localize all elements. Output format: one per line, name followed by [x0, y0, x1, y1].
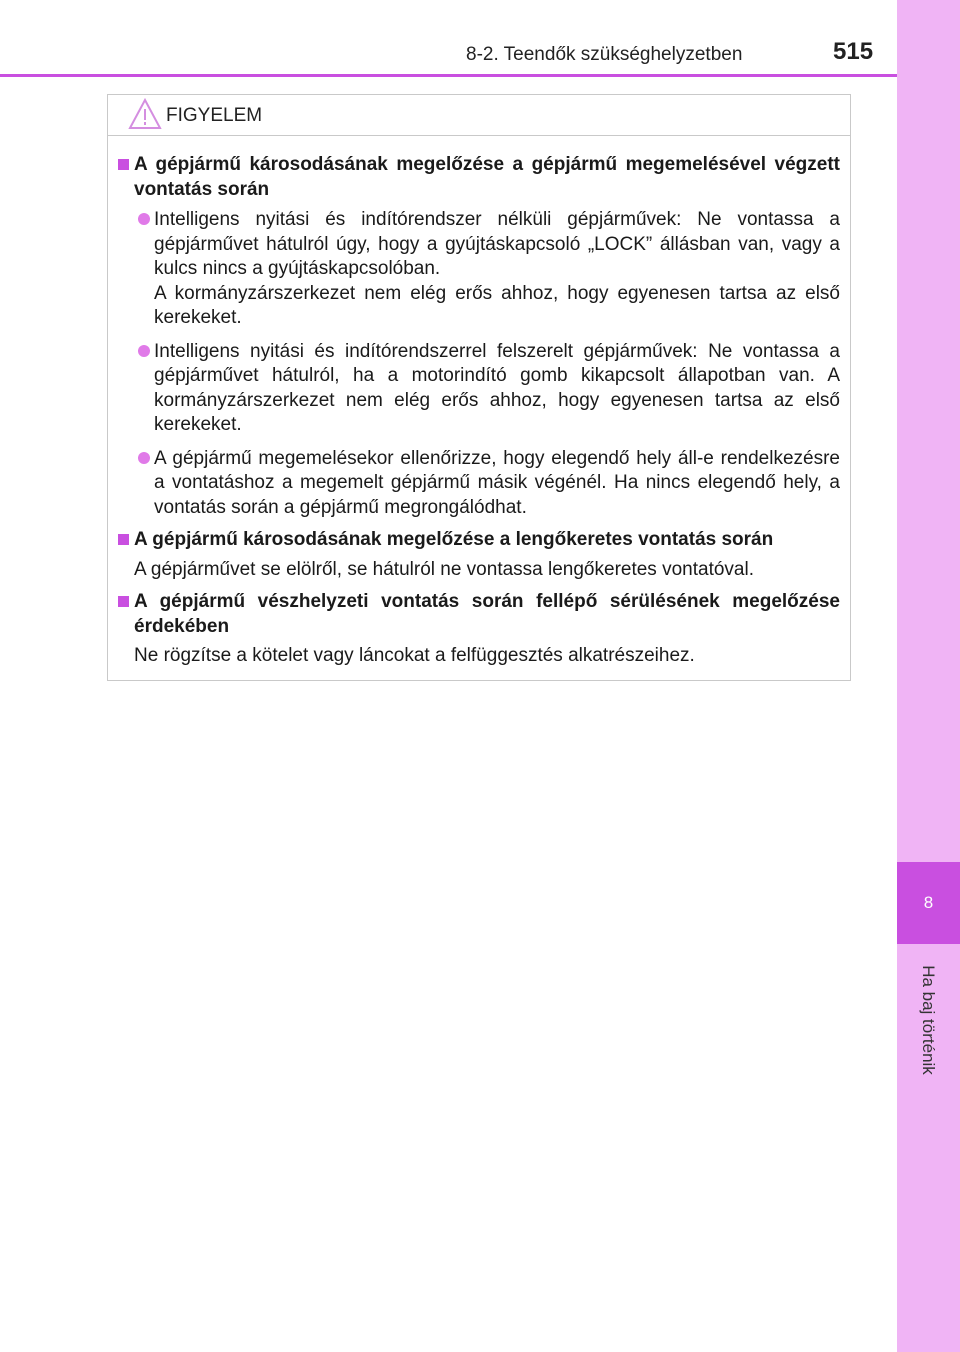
- warning-section: [118, 528, 840, 582]
- warning-section: [118, 590, 840, 669]
- section-title: 8-2. Teendők szükséghelyzetben: [466, 44, 743, 65]
- chapter-number-tab[interactable]: 8: [897, 862, 960, 944]
- section-heading: A gépjármű károsodásának megelőzése a lengőkeretes vontatás során: [118, 528, 840, 553]
- square-bullet-icon: [118, 159, 129, 170]
- warning-box: [107, 94, 851, 681]
- warning-label: FIGYELEM: [166, 105, 263, 126]
- section-text: Ne rögzítse a kötelet vagy láncokat a felfüggesztés alkatrészeihez.: [134, 645, 695, 666]
- square-bullet-icon: [118, 534, 129, 545]
- warning-section: [118, 153, 840, 520]
- section-text: A gépjárművet se elölről, se hátulról ne vontassa lengőkeretes vontatóval.: [134, 558, 754, 580]
- warning-body: [108, 136, 850, 669]
- warning-triangle-icon: [128, 97, 162, 136]
- page-number: 515: [833, 38, 874, 65]
- section-heading: A gépjármű vészhelyzeti vontatás során fellépő sérülésének megelőzése érdekében: [118, 590, 840, 639]
- bullet-item: A gépjármű megemelésekor ellenőrizze, hogy elegendő hely áll-e rendelkezésre a vontatáshoz a megemelt gépjármű másik végénél. Ha nincs elegendő hely, a vontatás során a gépjármű megrongálódhat.: [118, 447, 840, 521]
- section-heading: A gépjármű károsodásának megelőzése a gépjármű megemelésével végzett vontatás során: [118, 153, 840, 202]
- circle-bullet-icon: [138, 213, 150, 225]
- bullet-item: Intelligens nyitási és indítórendszerrel felszerelt gépjárművek: Ne vontassa a gépjárművet hátulról, ha a motorindító gomb kikapcsolt állapotban van. A kormányzárszerkezet nem elég erős ahhoz, hogy egyenesen tartsa az első kerekeket.: [118, 340, 840, 438]
- bullet-item: Intelligens nyitási és indítórendszer nélküli gépjárművek: Ne vontassa a gépjárművet hátulról úgy, hogy a gyújtáskapcsoló „LOCK” állásban van, vagy a kulcs nincs a gyújtáskapcsolóban. A kormányzárszerkezet nem elég erős ahhoz, hogy egyenesen tartsa az első kerekeket.: [118, 208, 840, 331]
- warning-header: [108, 95, 850, 136]
- square-bullet-icon: [118, 596, 129, 607]
- header-divider: [0, 74, 897, 77]
- circle-bullet-icon: [138, 345, 150, 357]
- circle-bullet-icon: [138, 452, 150, 464]
- side-tab: [897, 0, 960, 1352]
- chapter-title: Ha baj történik: [919, 965, 938, 1075]
